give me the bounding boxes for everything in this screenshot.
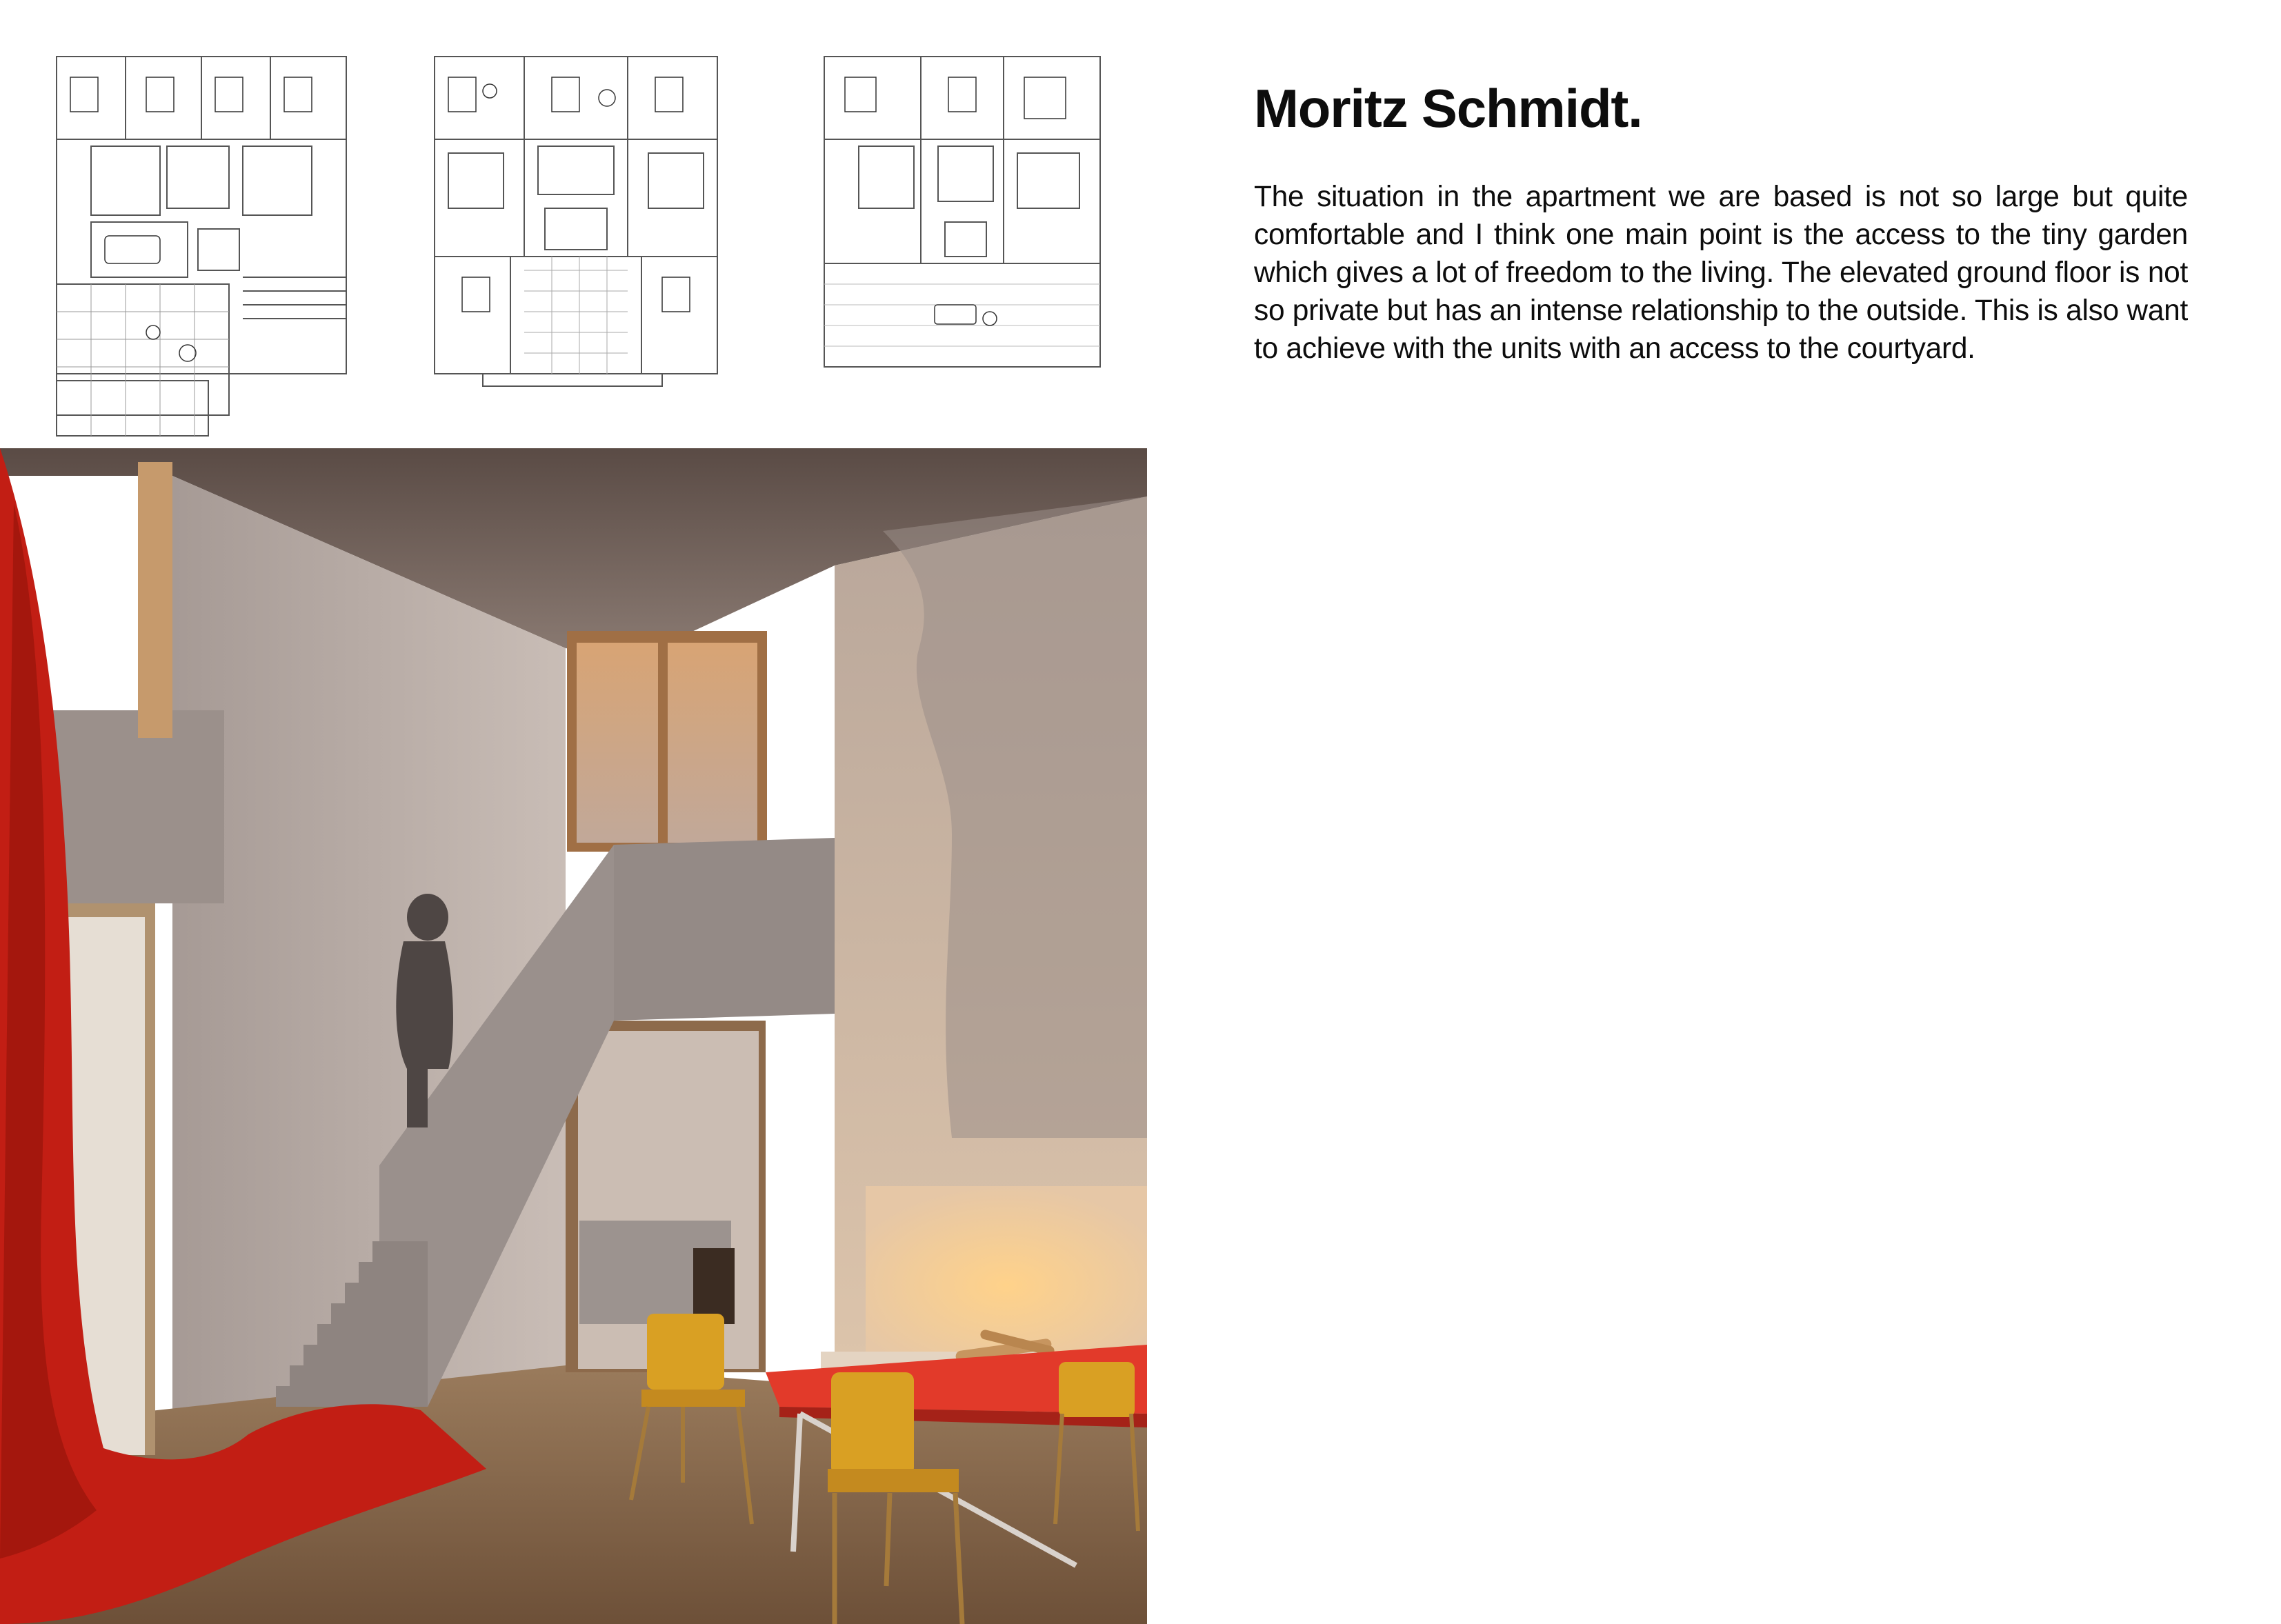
model-interior-photo bbox=[0, 448, 1147, 1624]
floor-plan-sketch-2 bbox=[428, 50, 724, 394]
floor-plan-sketch-1 bbox=[50, 50, 367, 443]
floor-plan-3-drawing bbox=[817, 50, 1114, 381]
floor-plan-sketch-3 bbox=[817, 50, 1114, 381]
floor-plan-1-drawing bbox=[50, 50, 367, 443]
description-paragraph: The situation in the apartment we are based is not so large but quite comfortable and I think one main point is the access to the tiny garden which gives a lot of freedom to the living. The elevated ground floor is not so private but has an intense relationship to the outside. This is also want to achieve with the units with an access to the courtyard. bbox=[1254, 181, 2188, 365]
model-interior-illustration bbox=[0, 448, 1147, 1624]
floor-plan-2-drawing bbox=[428, 50, 724, 394]
page-title: Moritz Schmidt. bbox=[1254, 78, 1642, 139]
